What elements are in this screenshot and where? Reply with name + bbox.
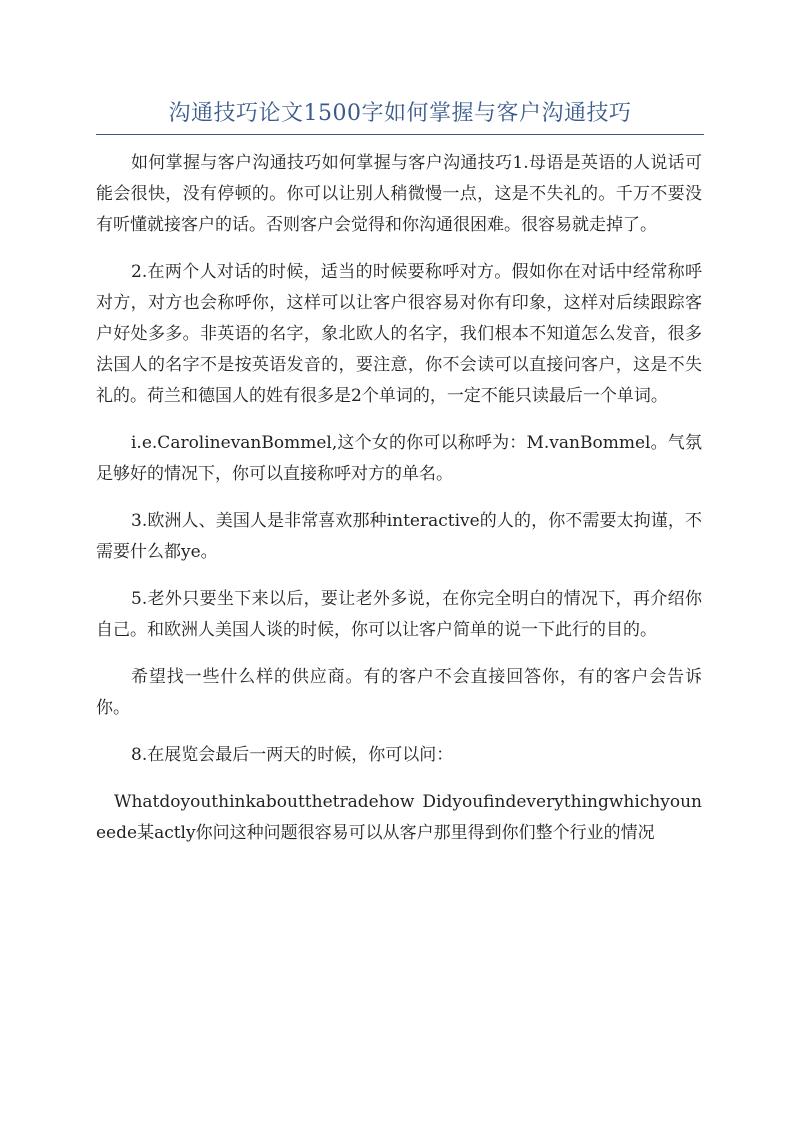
document-title: 沟通技巧论文1500字如何掌握与客户沟通技巧 xyxy=(168,101,632,126)
paragraph-7: 8.在展览会最后一两天的时候，你可以问： xyxy=(131,745,454,765)
paragraph-4: 3.欧洲人、美国人是非常喜欢那种interactive的人的，你不需要太拘谨，不需要什么都ye。 xyxy=(96,511,702,562)
document-body xyxy=(96,148,702,849)
title-underline xyxy=(96,134,704,135)
paragraph-1: 如何掌握与客户沟通技巧如何掌握与客户沟通技巧1.母语是英语的人说话可能会很快，没有停顿的。你可以让别人稍微慢一点，这是不失礼的。千万不要没有听懂就接客户的话。否则客户会觉得和你沟通很困难。很容易就走掉了。 xyxy=(96,153,702,235)
paragraph-8: Whatdoyouthinkaboutthetradehow Didyoufindeverythingwhichyouneede某actly你问这种问题很容易可以从客户那里得到你们整个行业的情况 xyxy=(96,792,702,843)
paragraph-5: 5.老外只要坐下来以后，要让老外多说，在你完全明白的情况下，再介绍你自己。和欧洲人美国人谈的时候，你可以让客户简单的说一下此行的目的。 xyxy=(96,589,702,640)
paragraph-3: i.e.CarolinevanBommel,这个女的你可以称呼为：M.vanBommel。气氛足够好的情况下，你可以直接称呼对方的单名。 xyxy=(96,433,702,484)
paragraph-2: 2.在两个人对话的时候，适当的时候要称呼对方。假如你在对话中经常称呼对方，对方也会称呼你，这样可以让客户很容易对你有印象，这样对后续跟踪客户好处多多。非英语的名字，象北欧人的名字，我们根本不知道怎么发音，很多法国人的名字不是按英语发音的，要注意，你不会读可以直接问客户，这是不失礼的。荷兰和德国人的姓有很多是2个单词的，一定不能只读最后一个单词。 xyxy=(96,262,702,406)
paragraph-6: 希望找一些什么样的供应商。有的客户不会直接回答你，有的客户会告诉你。 xyxy=(96,667,702,718)
